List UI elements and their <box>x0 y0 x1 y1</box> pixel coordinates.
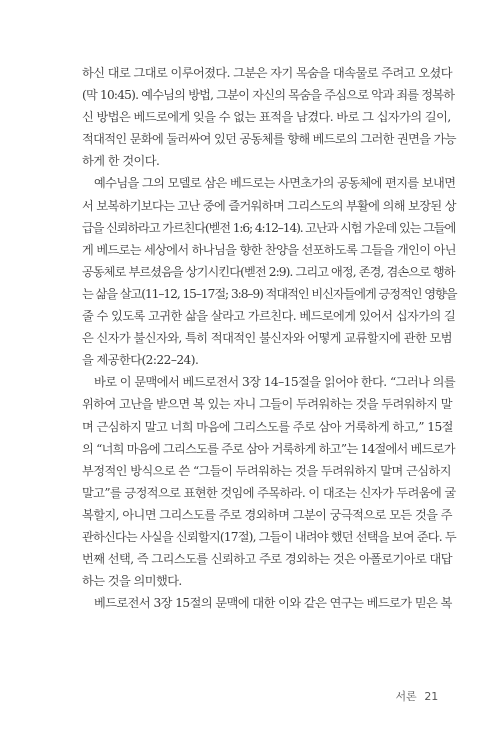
text-line: 베드로전서 3장 15절의 문맥에 대한 이와 같은 연구는 베드로가 믿은 복 <box>94 596 452 611</box>
text-line: 부정적인 방식으로 쓴 “그들이 두려워하는 것을 두려워하지 말며 근심하지 <box>82 463 451 478</box>
text-line: 적대적인 문화에 둘러싸여 있던 공동체를 향해 베드로의 그러한 권면을 가능 <box>82 132 456 147</box>
text-line: 하신 대로 그대로 이루어졌다. 그분은 자기 목숨을 대속물로 주려고 오셨다 <box>82 66 452 80</box>
text-line: 줄 수 있도록 고귀한 삶을 살라고 가르친다. 베드로에게 있어서 십자가의 길 <box>82 309 456 324</box>
text-line: 말고”를 긍정적으로 표현한 것임에 주목하라. 이 대조는 신자가 두려움에 굴 <box>82 485 456 500</box>
text-line: 은 신자가 불신자와, 특히 적대적인 불신자와 어떻게 교류할지에 관한 모범 <box>82 331 452 346</box>
text-line: 의 “너희 마음에 그리스도를 주로 삼아 거룩하게 하고”는 14절에서 베드로가 <box>82 441 455 456</box>
text-line: 게 베드로는 세상에서 하나님을 향한 찬양을 선포하도록 그들을 개인이 아닌 <box>82 242 456 257</box>
text-line: 급을 신뢰하라고 가르친다(벧전 1:6; 4:12–14). 고난과 시험 가운데 있는 그들에 <box>82 220 456 235</box>
running-footer-section: 서론 <box>395 690 417 703</box>
text-line: 는 삶을 살고(11–12, 15–17절; 3:8–9) 적대적인 비신자들에게 긍정적인 영향을 <box>82 286 457 301</box>
page-footer <box>396 688 438 704</box>
text-line: 며 근심하지 말고 너희 마음에 그리스도를 주로 삼아 거룩하게 하고,” 15절 <box>82 419 453 434</box>
text-line: 바로 이 문맥에서 베드로전서 3장 14–15절을 읽어야 한다. “그러나 의를 <box>94 375 456 390</box>
text-line: 예수님을 그의 모델로 삼은 베드로는 사면초가의 공동체에 편지를 보내면 <box>94 176 456 191</box>
text-line: 서 보복하기보다는 고난 중에 즐거워하며 그리스도의 부활에 의해 보장된 상 <box>82 198 456 213</box>
body-text <box>82 62 456 614</box>
text-line: (막 10:45). 예수님의 방법, 그분이 자신의 목숨을 주심으로 악과 죄를 정복하 <box>82 88 455 103</box>
text-line: 번째 선택, 즉 그리스도를 신뢰하고 주로 경외하는 것은 아폴로기아로 대답 <box>82 552 452 567</box>
page-number: 21 <box>424 690 438 703</box>
text-line: 하는 것을 의미했다. <box>82 574 182 589</box>
text-line: 복할지, 아니면 그리스도를 주로 경외하며 그분이 궁극적으로 모든 것을 주 <box>82 507 452 522</box>
text-line: 을 제공한다(2:22–24). <box>82 353 199 368</box>
text-line: 위하여 고난을 받으면 복 있는 자니 그들이 두려워하는 것을 두려워하지 말 <box>82 397 452 412</box>
text-line: 신 방법은 베드로에게 잊을 수 없는 표적을 남겼다. 바로 그 십자가의 길이, <box>82 110 451 125</box>
text-line: 하게 한 것이다. <box>82 154 160 169</box>
text-line: 관하신다는 사실을 신뢰할지(17절), 그들이 내려야 했던 선택을 보여 준다. 두 <box>82 529 456 544</box>
text-line: 공동체로 부르셨음을 상기시킨다(벧전 2:9). 그리고 애정, 존경, 겸손으로 행하 <box>82 264 455 279</box>
